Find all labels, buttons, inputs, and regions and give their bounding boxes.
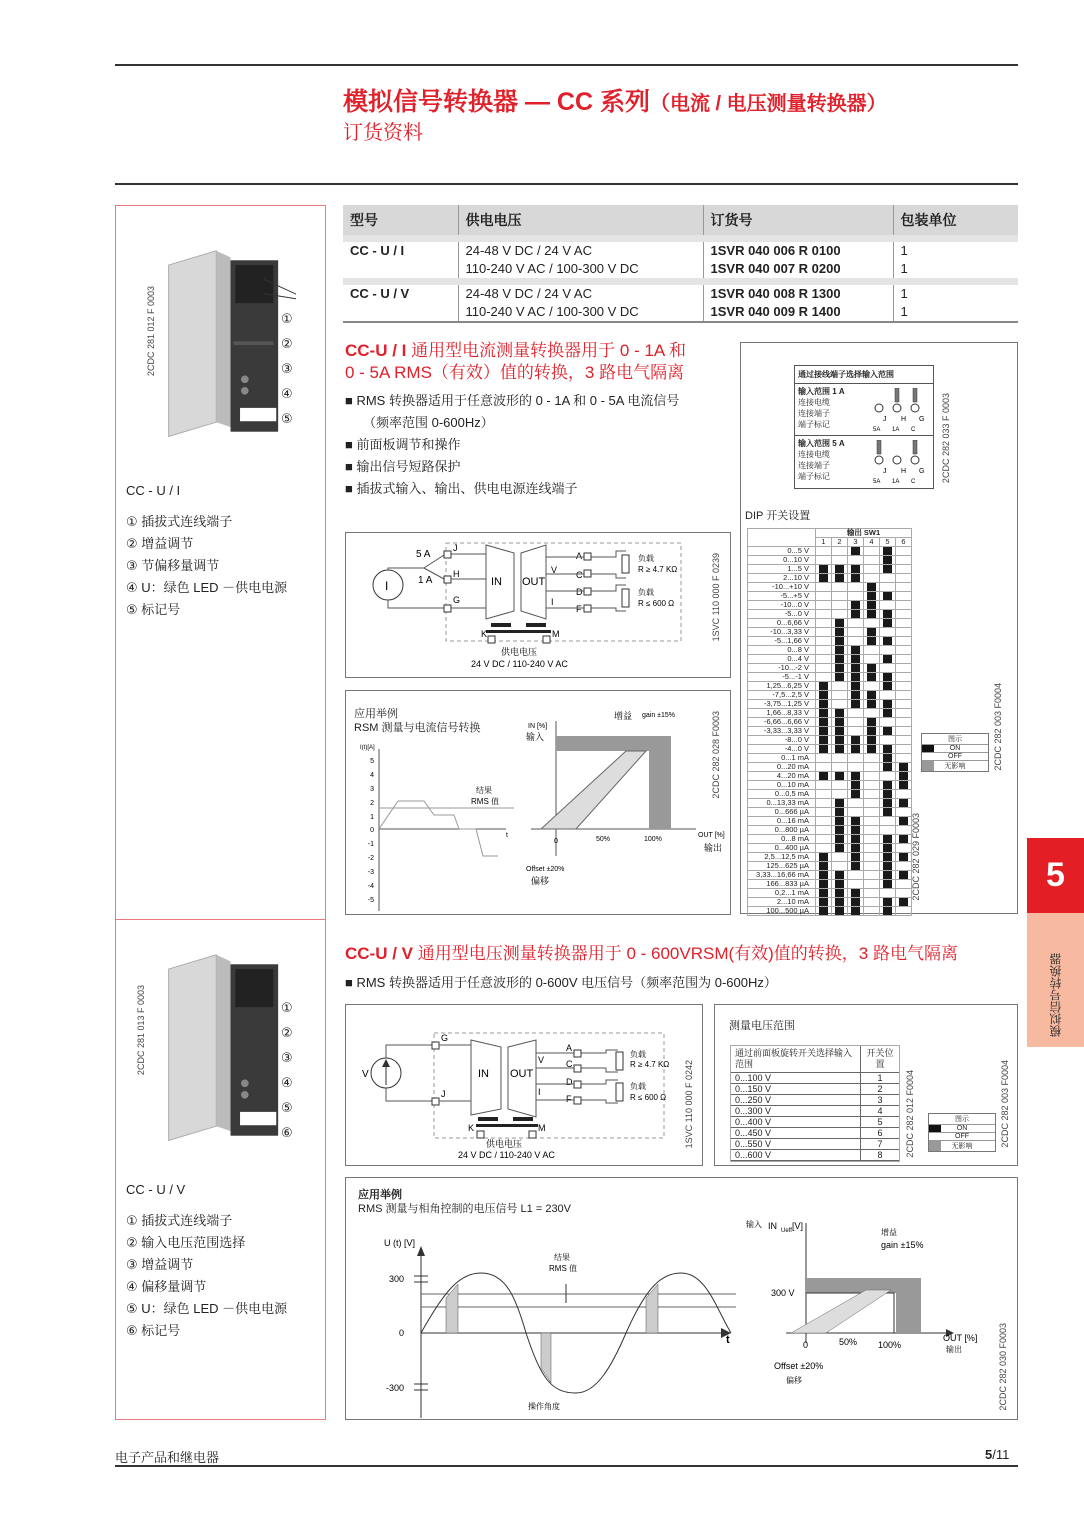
application-example-2 <box>345 1177 1018 1420</box>
svg-text:K: K <box>481 629 488 639</box>
svg-text:[V]: [V] <box>792 1221 804 1231</box>
svg-text:J: J <box>883 468 887 475</box>
example-code: 2CDC 282 030 F0003 <box>998 1323 1008 1411</box>
dip-row: 0...800 µA <box>748 826 912 835</box>
circuit-diagram-cc-ui <box>345 532 731 678</box>
circuit-code: 1SVC 110 000 F 0242 <box>684 1060 694 1149</box>
svg-text:输入: 输入 <box>526 732 545 742</box>
svg-text:G: G <box>919 468 925 475</box>
device-callouts: ① ② ③ ④ ⑤ ⑥ <box>281 1000 293 1140</box>
dip-row: 0...6,66 V <box>748 619 912 628</box>
voltage-range-row: 0...550 V 7 <box>731 1139 899 1150</box>
svg-text:操作角度: 操作角度 <box>528 1402 560 1411</box>
device-code: 2CDC 281 012 F 0003 <box>146 286 156 377</box>
dip-code: 2CDC 282 029 F0003 <box>911 813 921 901</box>
section-heading-cc-ui: CC-U / I 通用型电流测量转换器用于 0 - 1A 和 0 - 5A RMS（有效）值的转换，3 路电气隔离 <box>345 341 686 382</box>
current-rms-chart <box>346 691 732 916</box>
svg-text:I: I <box>385 579 389 593</box>
svg-text:H: H <box>901 416 907 423</box>
footer-rule <box>115 1465 1018 1467</box>
example-subtitle: RSM 测量与电流信号转换 <box>354 722 481 734</box>
chapter-tab-label[interactable]: 模拟信号转换器 <box>1027 913 1084 1047</box>
dip-row: 4...20 mA <box>748 772 912 781</box>
dip-row: 0...1 mA <box>748 754 912 763</box>
svg-text:1A: 1A <box>892 427 900 433</box>
svg-text:输出: 输出 <box>946 1345 962 1354</box>
device-image-cc-uv <box>146 950 296 1150</box>
svg-text:F: F <box>576 604 582 614</box>
order-table <box>343 205 1018 323</box>
dip-row: 1,25...6,25 V <box>748 682 912 691</box>
svg-text:0: 0 <box>554 838 558 845</box>
circuit-code: 1SVC 110 000 F 0239 <box>711 553 721 642</box>
voltage-range-row: 0...300 V 4 <box>731 1106 899 1117</box>
terminal-diagram-1a <box>873 388 933 434</box>
svg-text:IN: IN <box>768 1221 777 1231</box>
svg-text:5 A: 5 A <box>416 549 431 560</box>
table-row: 110-240 V AC / 100-300 V DC 1SVR 040 009 R 1400 1 <box>343 303 1018 322</box>
svg-text:M: M <box>538 1123 546 1133</box>
svg-text:J: J <box>453 543 458 553</box>
svg-text:24 V DC / 110-240 V AC: 24 V DC / 110-240 V AC <box>471 659 568 669</box>
svg-text:输入: 输入 <box>746 1220 762 1229</box>
svg-text:Offset ±20%: Offset ±20% <box>526 866 565 873</box>
dip-row: -8...0 V <box>748 736 912 745</box>
svg-text:OUT [%]: OUT [%] <box>698 832 725 839</box>
svg-text:D: D <box>566 1077 573 1087</box>
svg-text:J: J <box>441 1089 446 1099</box>
svg-text:C: C <box>911 427 916 433</box>
example-title: 应用举例 <box>358 1189 402 1201</box>
svg-text:R ≤ 600 Ω: R ≤ 600 Ω <box>630 1093 667 1102</box>
svg-text:G: G <box>453 595 461 605</box>
page-subtitle: 订货资料 <box>343 122 423 144</box>
svg-text:50%: 50% <box>596 836 611 843</box>
svg-text:增益: 增益 <box>614 711 633 721</box>
voltage-rms-chart <box>346 1178 1019 1421</box>
dip-row: 100...500 µA <box>748 907 912 916</box>
svg-text:C: C <box>576 570 583 580</box>
svg-text:OUT: OUT <box>510 1068 534 1080</box>
svg-text:300: 300 <box>388 1274 404 1284</box>
dip-row: 0...0,5 mA <box>748 790 912 799</box>
example-code: 2CDC 282 028 F0003 <box>711 711 721 799</box>
svg-text:-5: -5 <box>367 897 374 904</box>
svg-text:0: 0 <box>370 827 374 834</box>
svg-text:100%: 100% <box>644 836 662 843</box>
dip-row: 0...400 µA <box>748 844 912 853</box>
device-panel-cc-ui <box>115 205 326 920</box>
page-number: 5/11 <box>985 1447 1010 1462</box>
svg-text:A: A <box>576 551 583 561</box>
voltage-range-table: 通过前面板旋转开关选择输入范围 开关位置 0...100 V 1 0...150 V 2 0...250 V 3 0...300 V 4 0...400 V 5 0...450 V 6 0...550 V 7 0...600 V 8 <box>730 1045 900 1162</box>
svg-text:负载: 负载 <box>630 1082 646 1091</box>
dip-row: 1,66...8,33 V <box>748 709 912 718</box>
top-rule <box>115 64 1018 66</box>
svg-text:1 A: 1 A <box>418 575 433 586</box>
dip-row: 0...5 V <box>748 547 912 556</box>
voltage-range-row: 0...150 V 2 <box>731 1084 899 1095</box>
feature-list-cc-ui: ■ RMS 转换器适用于任意波形的 0 - 1A 和 0 - 5A 电流信号 （频率范围 0-600Hz） ■ 前面板调节和操作 ■ 输出信号短路保护 ■ 插拔式输入、输出、供电电源连线端子 <box>345 390 679 500</box>
dip-legend-code: 2CDC 282 003 F0004 <box>993 683 1003 771</box>
svg-text:OUT: OUT <box>522 576 546 588</box>
device-legend: ① 插拔式连线端子 ② 增益调节 ③ 节偏移量调节 ④ U：绿色 LED －供电电源 ⑤ 标记号 <box>126 514 288 617</box>
dip-row: 0...4 V <box>748 655 912 664</box>
table-row: CC - U / I 24-48 V DC / 24 V AC 1SVR 040 006 R 0100 1 <box>343 242 1018 260</box>
svg-text:5A: 5A <box>873 427 881 433</box>
dip-row: 0...10 V <box>748 556 912 565</box>
device-image-cc-ui <box>146 246 296 446</box>
dip-row: 0...10 mA <box>748 781 912 790</box>
svg-text:U (t) [V]: U (t) [V] <box>384 1238 415 1248</box>
dip-row: 3,33...16,66 mA <box>748 871 912 880</box>
svg-text:-300: -300 <box>385 1383 404 1393</box>
svg-text:结果: 结果 <box>476 786 492 795</box>
svg-text:F: F <box>566 1094 572 1104</box>
svg-text:RMS 值: RMS 值 <box>471 797 499 806</box>
example-title: 应用举例 <box>354 708 398 720</box>
dip-row: -10...+10 V <box>748 583 912 592</box>
dip-row: 2...10 mA <box>748 898 912 907</box>
dip-row: -3,33...3,33 V <box>748 727 912 736</box>
svg-text:4: 4 <box>370 772 374 779</box>
svg-text:I: I <box>538 1087 541 1097</box>
svg-text:IN [%]: IN [%] <box>528 723 548 730</box>
svg-text:RMS 值: RMS 值 <box>549 1264 577 1273</box>
svg-text:Offset ±20%: Offset ±20% <box>774 1361 824 1371</box>
terminal-select-code: 2CDC 282 033 F 0003 <box>941 393 951 484</box>
dip-title: DIP 开关设置 <box>745 510 811 522</box>
svg-text:50%: 50% <box>839 1337 858 1347</box>
dip-row: 0...8 mA <box>748 835 912 844</box>
dip-row: -3,75...1,25 V <box>748 700 912 709</box>
dip-row: -10...0 V <box>748 601 912 610</box>
dip-row: 0...20 mA <box>748 763 912 772</box>
svg-text:Ueff: Ueff <box>781 1228 792 1234</box>
dip-row: -10...-2 V <box>748 664 912 673</box>
svg-text:R ≥ 4.7 KΩ: R ≥ 4.7 KΩ <box>638 565 678 574</box>
chapter-tab-number[interactable]: 5 <box>1027 838 1084 913</box>
svg-text:1: 1 <box>370 814 374 821</box>
svg-text:R ≥ 4.7 KΩ: R ≥ 4.7 KΩ <box>630 1060 670 1069</box>
feature-list-cc-uv: ■ RMS 转换器适用于任意波形的 0-600V 电压信号（频率范围为 0-600Hz） <box>345 972 777 994</box>
svg-text:I: I <box>551 597 554 607</box>
device-callouts: ① ② ③ ④ ⑤ <box>281 311 293 426</box>
svg-text:输出: 输出 <box>704 843 723 853</box>
svg-text:D: D <box>576 587 583 597</box>
svg-text:0: 0 <box>398 1328 404 1338</box>
svg-text:A: A <box>566 1043 573 1053</box>
svg-text:H: H <box>901 468 907 475</box>
svg-text:gain ±15%: gain ±15% <box>881 1240 924 1250</box>
dip-row: -6,66...6,66 V <box>748 718 912 727</box>
device-code: 2CDC 281 013 F 0003 <box>136 985 146 1076</box>
dip-row: -5...0 V <box>748 610 912 619</box>
svg-text:5A: 5A <box>873 479 881 485</box>
terminal-diagram-5a <box>873 440 933 486</box>
dip-row: -4...0 V <box>748 745 912 754</box>
svg-text:V: V <box>551 565 558 575</box>
device-legend: ① 插拔式连线端子 ② 输入电压范围选择 ③ 增益调节 ④ 偏移量调节 ⑤ U：绿色 LED －供电电源 ⑥ 标记号 <box>126 1213 288 1338</box>
svg-text:gain ±15%: gain ±15% <box>642 712 676 719</box>
col-model: 型号 <box>343 205 458 235</box>
circuit-diagram-cc-uv <box>345 1004 703 1166</box>
dip-row: 0...8 V <box>748 646 912 655</box>
dip-row: 0...666 µA <box>748 808 912 817</box>
svg-text:24 V DC / 110-240 V AC: 24 V DC / 110-240 V AC <box>458 1150 555 1160</box>
svg-text:G: G <box>441 1033 449 1043</box>
voltage-range-row: 0...250 V 3 <box>731 1095 899 1106</box>
svg-text:负载: 负载 <box>630 1050 646 1059</box>
dip-row: 0...13,33 mA <box>748 799 912 808</box>
terminal-select-box: 通过接线端子选择输入范围 输入范围 1 A 连接电缆 连接端子 端子标记 J H G 5A 1A C 输入范围 5 A 连接电缆 连接端子 端子标记 J H G 5A 1A C <box>794 365 934 489</box>
svg-text:I(t)[A]: I(t)[A] <box>360 745 375 751</box>
svg-text:C: C <box>911 479 916 485</box>
page-title: 模拟信号转换器 — CC 系列（电流 / 电压测量转换器） <box>343 88 887 116</box>
dip-row: 2...10 V <box>748 574 912 583</box>
footer-section-title: 电子产品和继电器 <box>115 1450 220 1465</box>
svg-text:-2: -2 <box>367 855 374 862</box>
dip-row: -5...+5 V <box>748 592 912 601</box>
svg-text:偏移: 偏移 <box>786 1376 802 1385</box>
svg-text:IN: IN <box>478 1068 489 1080</box>
svg-text:1A: 1A <box>892 479 900 485</box>
col-order-no: 订货号 <box>703 205 893 235</box>
col-voltage: 供电电压 <box>458 205 703 235</box>
application-example-1 <box>345 690 731 915</box>
svg-text:M: M <box>552 629 560 639</box>
dip-legend: 图示 ON OFF 无影响 <box>921 733 989 772</box>
voltage-range-title: 测量电压范围 <box>729 1020 795 1032</box>
svg-text:3: 3 <box>370 786 374 793</box>
svg-text:100%: 100% <box>878 1340 902 1350</box>
dip-row: -5...1,66 V <box>748 637 912 646</box>
svg-text:负载: 负载 <box>638 554 654 563</box>
legend-code: 2CDC 282 003 F0004 <box>1000 1060 1010 1148</box>
voltage-range-row: 0...400 V 5 <box>731 1117 899 1128</box>
dip-row: 0...16 mA <box>748 817 912 826</box>
svg-text:-1: -1 <box>367 841 374 848</box>
dip-row: 1...5 V <box>748 565 912 574</box>
svg-text:增益: 增益 <box>881 1228 897 1237</box>
svg-text:0: 0 <box>803 1340 809 1350</box>
svg-text:G: G <box>919 416 925 423</box>
svg-text:结果: 结果 <box>554 1253 570 1262</box>
svg-text:OUT [%]: OUT [%] <box>943 1333 978 1343</box>
table-row: CC - U / V 24-48 V DC / 24 V AC 1SVR 040 008 R 1300 1 <box>343 285 1018 303</box>
dip-row: 125...625 µA <box>748 862 912 871</box>
svg-text:R ≤ 600 Ω: R ≤ 600 Ω <box>638 599 675 608</box>
svg-text:供电电压: 供电电压 <box>501 647 538 657</box>
voltage-range-panel <box>714 1004 1018 1166</box>
section-heading-cc-uv: CC-U / V 通用型电压测量转换器用于 0 - 600VRSM(有效)值的转换，3 路电气隔离 <box>345 944 958 963</box>
svg-text:V: V <box>538 1055 545 1065</box>
voltage-range-row: 0...100 V 1 <box>731 1073 899 1084</box>
svg-text:偏移: 偏移 <box>531 876 550 886</box>
svg-text:t: t <box>726 1334 730 1346</box>
svg-text:300 V: 300 V <box>771 1288 795 1298</box>
svg-text:C: C <box>566 1059 573 1069</box>
dip-row: -7,5...2,5 V <box>748 691 912 700</box>
col-pack: 包装单位 <box>893 205 1018 235</box>
dip-row: 166...833 µA <box>748 880 912 889</box>
svg-text:供电电压: 供电电压 <box>486 1139 523 1149</box>
dip-row: -5...-1 V <box>748 673 912 682</box>
dip-row: -10...3,33 V <box>748 628 912 637</box>
svg-text:V: V <box>362 1069 369 1080</box>
voltage-legend: 图示 ON OFF 无影响 <box>928 1113 996 1152</box>
voltage-range-row: 0...450 V 6 <box>731 1128 899 1139</box>
svg-text:2: 2 <box>370 800 374 807</box>
device-model-label: CC - U / I <box>126 483 181 498</box>
header-rule <box>115 183 1018 185</box>
device-model-label: CC - U / V <box>126 1182 186 1197</box>
svg-text:t: t <box>506 832 508 839</box>
dip-row: 0,2...1 mA <box>748 889 912 898</box>
svg-text:5: 5 <box>370 758 374 765</box>
dip-row: 2,5...12,5 mA <box>748 853 912 862</box>
svg-text:H: H <box>453 569 460 579</box>
voltage-range-code: 2CDC 282 012 F0004 <box>905 1070 915 1158</box>
svg-text:-4: -4 <box>367 883 374 890</box>
dip-switch-table: 输出 SW1 1 2 3 4 5 6 0...5 V 0...10 V 1...5 V 2...10 V -10...+10 V -5...+5 V -10...0 V -5...0 V 0...6,66 V -10...3,33 V -5...1,66 V 0...8 V 0...4 V -10...-2 V -5...-1 V 1,25...6,25 V -7,5...2,5 V -3,75...1,25 V 1,66...8,33 V -6,66...6,66 V -3,33...3,33 V -8...0 V -4...0 V 0...1 mA 0...20 mA 4...20 mA 0...10 mA 0...0,5 mA 0...13,33 mA 0...666 µA 0...16 mA 0...800 µA 0...8 mA 0...400 µA 2,5...12,5 mA 125...625 µA 3,33...16,66 mA 166...833 µA 0,2...1 mA 2...10 mA 100...500 µA <box>747 528 912 916</box>
device-panel-cc-uv <box>115 920 326 1420</box>
svg-text:J: J <box>883 416 887 423</box>
svg-text:-3: -3 <box>367 869 374 876</box>
svg-text:K: K <box>468 1123 475 1133</box>
voltage-range-row: 0...600 V 8 <box>731 1150 899 1161</box>
example-subtitle: RMS 测量与相角控制的电压信号 L1 = 230V <box>358 1203 572 1215</box>
svg-text:IN: IN <box>491 576 502 588</box>
table-row: 110-240 V AC / 100-300 V DC 1SVR 040 007 R 0200 1 <box>343 260 1018 278</box>
svg-text:负载: 负载 <box>638 588 654 597</box>
